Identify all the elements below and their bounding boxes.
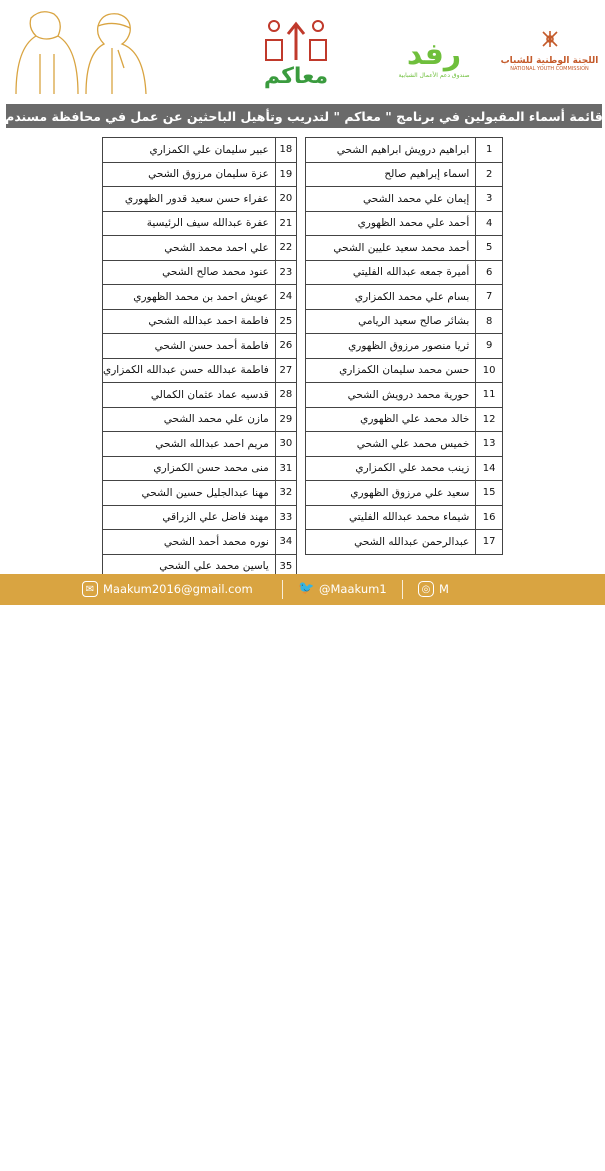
maakum-logo-text: معاكم <box>263 64 329 89</box>
row-number: 6 <box>476 260 503 285</box>
row-number: 9 <box>476 334 503 359</box>
instagram-handle: M <box>439 582 449 596</box>
table-row <box>103 162 297 187</box>
rafd-logo-text: رفد <box>406 37 462 72</box>
table-row <box>306 481 503 506</box>
table-row <box>103 432 297 457</box>
row-number: 8 <box>476 309 503 334</box>
row-name: فاطمة أحمد حسن الشحي <box>103 334 276 359</box>
oman-emblem-icon <box>539 28 561 50</box>
row-number: 26 <box>275 334 296 359</box>
email-icon: ✉ <box>82 581 98 597</box>
row-name: أحمد علي محمد الظهوري <box>306 211 476 236</box>
table-row <box>306 505 503 530</box>
table-row <box>306 456 503 481</box>
footer-email[interactable] <box>82 581 253 597</box>
row-number: 21 <box>275 211 296 236</box>
row-name: مريم احمد عبدالله الشحي <box>103 432 276 457</box>
row-name: أحمد محمد سعيد عليين الشحي <box>306 236 476 261</box>
row-name: إيمان علي محمد الشحي <box>306 187 476 212</box>
row-name: عفراء حسن سعيد قدور الظهوري <box>103 187 276 212</box>
row-number: 12 <box>476 407 503 432</box>
row-name: عنود محمد صالح الشحي <box>103 260 276 285</box>
row-number: 31 <box>275 456 296 481</box>
table-row <box>306 260 503 285</box>
row-name: بشائر صالح سعيد الريامي <box>306 309 476 334</box>
nyc-arabic-name: اللجنة الوطنية للشباب <box>500 56 599 66</box>
row-number: 7 <box>476 285 503 310</box>
table-row <box>103 530 297 555</box>
row-number: 1 <box>476 138 503 163</box>
maakum-logo-icon <box>236 16 356 68</box>
row-name: حسن محمد سليمان الكمزاري <box>306 358 476 383</box>
row-name: حورية محمد درويش الشحي <box>306 383 476 408</box>
footer-divider <box>282 580 283 599</box>
rafd-logo-subtitle: صندوق دعم الأعمال الشبابية <box>398 72 470 79</box>
row-name: مهند فاضل علي الزراقي <box>103 505 276 530</box>
title-bar <box>6 104 602 128</box>
row-number: 10 <box>476 358 503 383</box>
row-name: شيماء محمد عبدالله الفليتي <box>306 505 476 530</box>
email-text: Maakum2016@gmail.com <box>103 582 253 596</box>
row-number: 11 <box>476 383 503 408</box>
row-name: عفرة عبدالله سيف الرئيسية <box>103 211 276 236</box>
nyc-english-name: NATIONAL YOUTH COMMISSION <box>510 66 589 72</box>
row-number: 34 <box>275 530 296 555</box>
table-row <box>306 211 503 236</box>
row-number: 17 <box>476 530 503 555</box>
table-row <box>103 211 297 236</box>
rafd-logo <box>378 38 490 78</box>
table-row <box>103 236 297 261</box>
row-name: منى محمد حسن الكمزاري <box>103 456 276 481</box>
table-row <box>306 309 503 334</box>
row-name: خالد محمد علي الظهوري <box>306 407 476 432</box>
row-number: 24 <box>275 285 296 310</box>
table-row <box>306 138 503 163</box>
row-number: 4 <box>476 211 503 236</box>
row-number: 19 <box>275 162 296 187</box>
names-table-right <box>305 137 503 555</box>
footer-twitter[interactable] <box>298 581 387 597</box>
row-name: قدسيه عماد عثمان الكمالي <box>103 383 276 408</box>
row-number: 20 <box>275 187 296 212</box>
table-row <box>103 260 297 285</box>
row-name: خميس محمد علي الشحي <box>306 432 476 457</box>
table-row <box>103 187 297 212</box>
row-number: 16 <box>476 505 503 530</box>
row-name: اسماء إبراهيم صالح <box>306 162 476 187</box>
row-name: مازن علي محمد الشحي <box>103 407 276 432</box>
row-number: 15 <box>476 481 503 506</box>
instagram-icon: ◎ <box>418 581 434 597</box>
table-row <box>306 162 503 187</box>
table-row <box>103 358 297 383</box>
table-row <box>306 358 503 383</box>
row-number: 32 <box>275 481 296 506</box>
table-row <box>306 383 503 408</box>
row-number: 14 <box>476 456 503 481</box>
row-name: ياسين محمد علي الشحي <box>103 554 276 579</box>
maakum-logo <box>236 16 356 92</box>
table-row <box>306 432 503 457</box>
header <box>0 0 605 100</box>
row-name: ابراهيم درويش ابراهيم الشحي <box>306 138 476 163</box>
row-name: فاطمة احمد عبدالله الشحي <box>103 309 276 334</box>
row-number: 23 <box>275 260 296 285</box>
watermark: Musandam.net <box>510 1158 603 1171</box>
figures-illustration <box>6 8 156 94</box>
table-row <box>103 138 297 163</box>
table-row <box>103 407 297 432</box>
table-row <box>103 309 297 334</box>
table-row <box>103 334 297 359</box>
row-number: 33 <box>275 505 296 530</box>
row-name: زينب محمد علي الكمزاري <box>306 456 476 481</box>
row-number: 3 <box>476 187 503 212</box>
row-number: 22 <box>275 236 296 261</box>
table-row <box>103 505 297 530</box>
row-name: سعيد علي مرزوق الظهوري <box>306 481 476 506</box>
table-row <box>306 530 503 555</box>
twitter-icon: 🐦 <box>298 581 315 596</box>
table-row <box>103 456 297 481</box>
row-name: مهنا عبدالجليل حسين الشحي <box>103 481 276 506</box>
row-name: عبدالرحمن عبدالله الشحي <box>306 530 476 555</box>
table-row <box>103 285 297 310</box>
row-name: عويش احمد بن محمد الظهوري <box>103 285 276 310</box>
row-name: ثريا منصور مرزوق الظهوري <box>306 334 476 359</box>
row-number: 2 <box>476 162 503 187</box>
row-name: أميرة جمعه عبدالله الفليتي <box>306 260 476 285</box>
nyc-logo <box>497 28 602 88</box>
row-name: عبير سليمان علي الكمزاري <box>103 138 276 163</box>
row-name: بسام علي محمد الكمزاري <box>306 285 476 310</box>
table-row <box>306 236 503 261</box>
table-row <box>103 481 297 506</box>
row-number: 5 <box>476 236 503 261</box>
row-number: 35 <box>275 554 296 579</box>
table-row <box>306 187 503 212</box>
row-number: 29 <box>275 407 296 432</box>
row-number: 27 <box>275 358 296 383</box>
table-row <box>306 407 503 432</box>
row-number: 18 <box>275 138 296 163</box>
row-name: علي احمد محمد الشحي <box>103 236 276 261</box>
footer-instagram[interactable] <box>418 581 449 597</box>
row-number: 13 <box>476 432 503 457</box>
footer <box>0 574 605 1171</box>
row-number: 30 <box>275 432 296 457</box>
twitter-handle: @Maakum1 <box>319 582 387 596</box>
row-name: نوره محمد أحمد الشحي <box>103 530 276 555</box>
names-table-left <box>102 137 297 579</box>
row-name: فاطمة عبدالله حسن عبدالله الكمزاري <box>103 358 276 383</box>
table-row <box>103 383 297 408</box>
row-number: 25 <box>275 309 296 334</box>
row-name: عزة سليمان مرزوق الشحي <box>103 162 276 187</box>
page-title: قائمة أسماء المقبولين في برنامج " معاكم " لتدريب وتأهيل الباحثين عن عمل في محافظة مسندم <box>5 108 603 124</box>
footer-divider <box>402 580 403 599</box>
row-number: 28 <box>275 383 296 408</box>
table-row <box>306 285 503 310</box>
table-row <box>306 334 503 359</box>
